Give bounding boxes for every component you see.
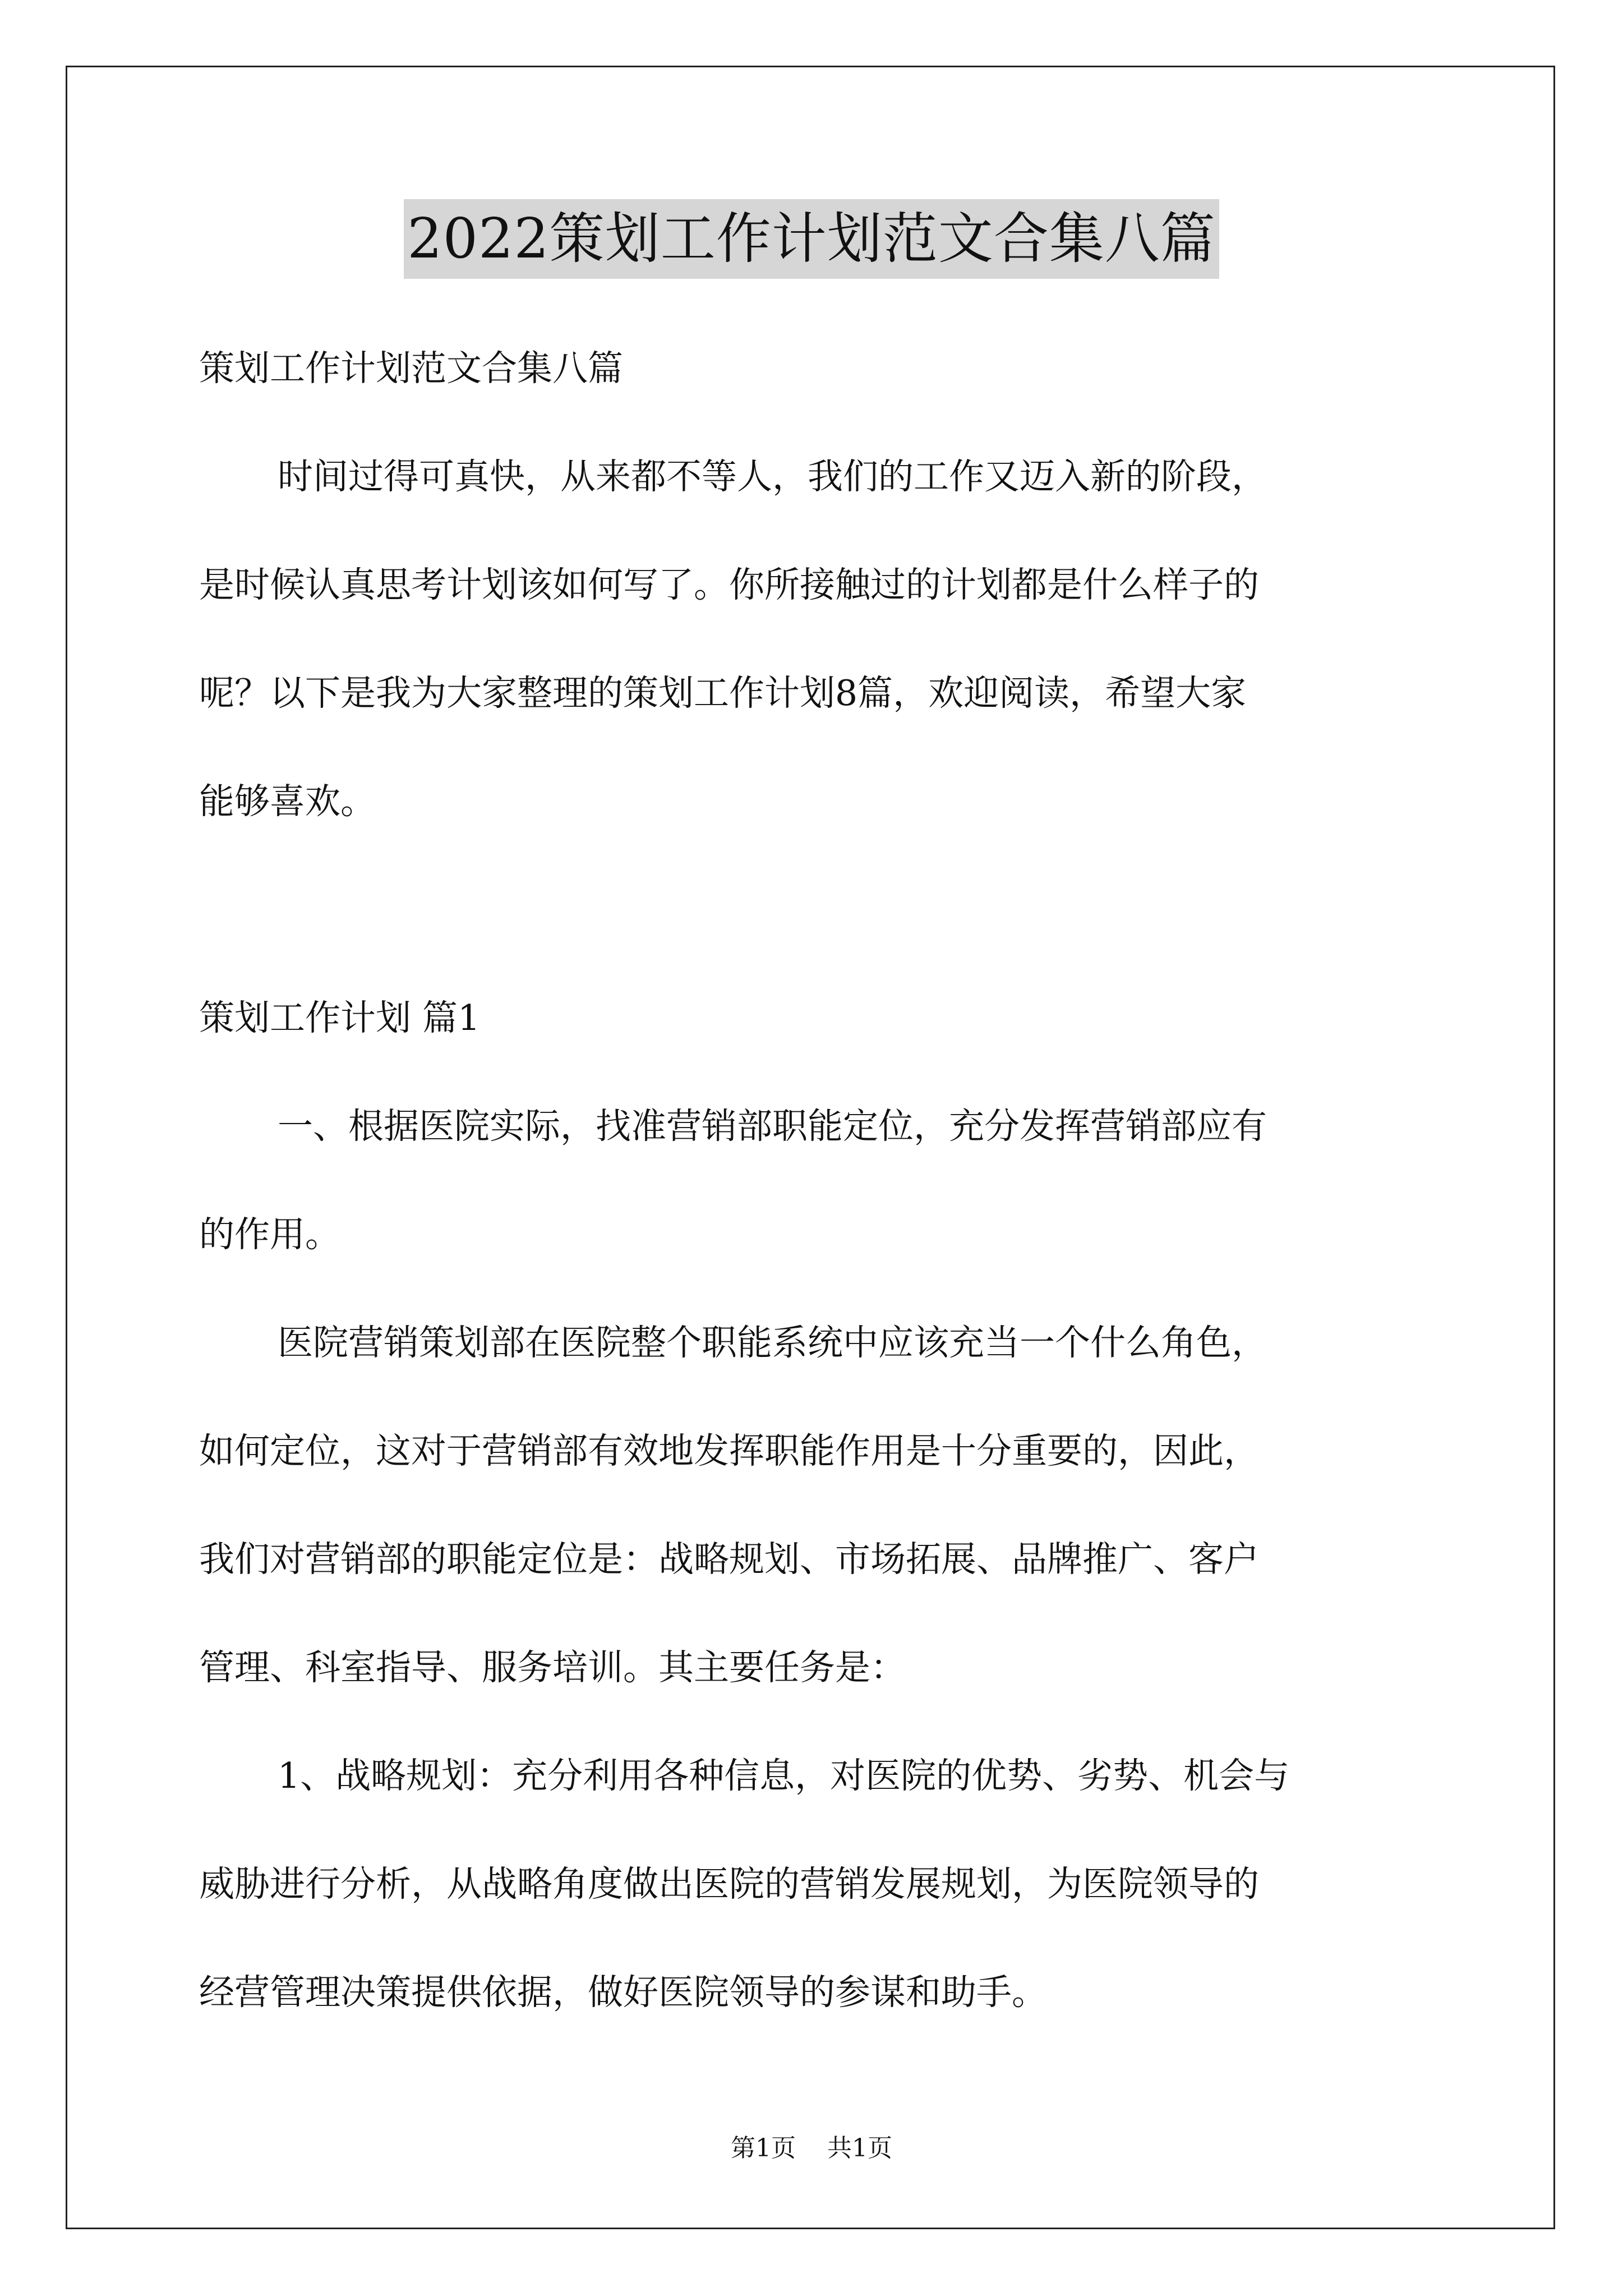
paragraph-line: 的作用。 xyxy=(199,1214,340,1255)
document-body xyxy=(199,314,1427,2046)
title-area xyxy=(0,199,1623,279)
paragraph-line: 是时候认真思考计划该如何写了。你所接触过的计划都是什么样子的 xyxy=(199,564,1259,605)
paragraph-line: 一、根据医院实际，找准营销部职能定位，充分发挥营销部应有 xyxy=(278,1106,1267,1147)
paragraph-line: 我们对营销部的职能定位是：战略规划、市场拓展、品牌推广、客户 xyxy=(199,1539,1259,1580)
paragraph-line: 时间过得可真快，从来都不等人，我们的工作又迈入新的阶段， xyxy=(278,456,1267,497)
paragraph-line: 管理、科室指导、服务培训。其主要任务是： xyxy=(199,1647,906,1688)
section-heading: 策划工作计划 篇1 xyxy=(199,997,481,1038)
paragraph-line: 如何定位，这对于营销部有效地发挥职能作用是十分重要的，因此， xyxy=(199,1430,1259,1471)
paragraph-line: 呢？以下是我为大家整理的策划工作计划8篇，欢迎阅读，希望大家 xyxy=(199,673,1247,714)
paragraph-line: 能够喜欢。 xyxy=(199,781,376,822)
paragraph-line: 威胁进行分析，从战略角度做出医院的营销发展规划，为医院领导的 xyxy=(199,1864,1259,1904)
subtitle-line: 策划工作计划范文合集八篇 xyxy=(199,348,623,389)
paragraph-line: 1、战略规划：充分利用各种信息，对医院的优势、劣势、机会与 xyxy=(278,1755,1290,1796)
document-title: 2022策划工作计划范文合集八篇 xyxy=(404,199,1219,279)
paragraph-line: 经营管理决策提供依据，做好医院领导的参谋和助手。 xyxy=(199,1972,1047,2013)
paragraph-line: 医院营销策划部在医院整个职能系统中应该充当一个什么角色， xyxy=(278,1322,1267,1363)
page-footer: 第1页 共1页 xyxy=(731,2134,892,2162)
